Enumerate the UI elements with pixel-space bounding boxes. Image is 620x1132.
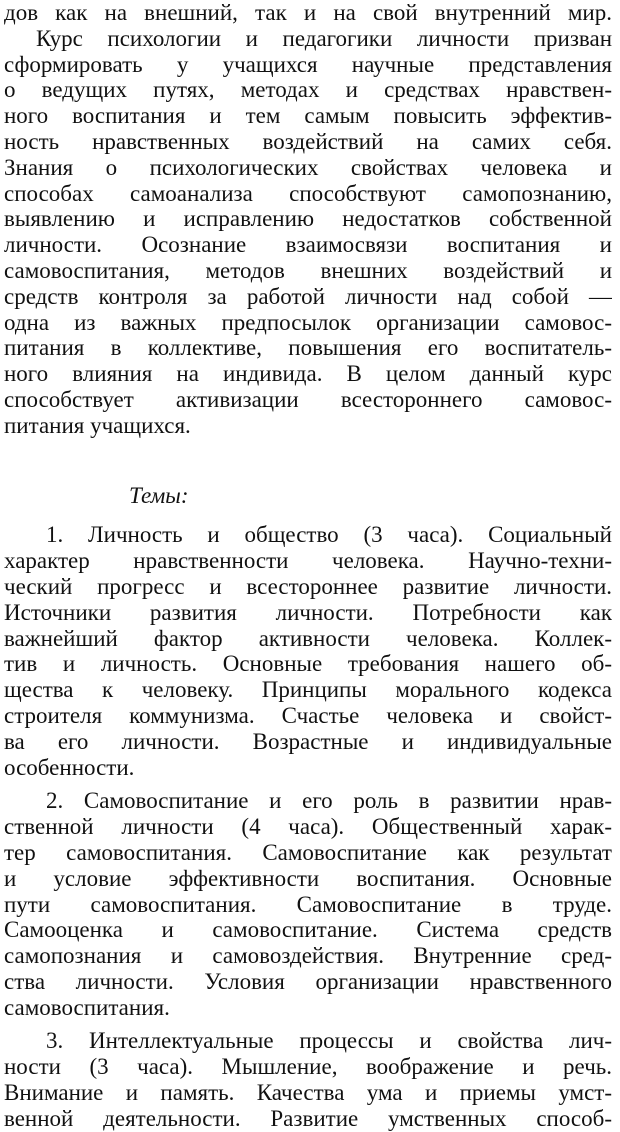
text-line: ственной личности (4 часа). Общественный харак- [4, 814, 612, 840]
text-line: 1. Личность и общество (3 часа). Социальный [46, 522, 612, 548]
section-spacer [4, 439, 612, 483]
text-line: венной деятельности. Развитие умственных способ- [4, 1105, 612, 1131]
text-line: способах самоанализа способствуют самопознанию, [4, 180, 612, 206]
text-line: Знания о психологических свойствах человека и [4, 154, 612, 180]
text-line: особенности. [4, 754, 135, 780]
topic-item-1 [4, 522, 612, 780]
item-spacer [4, 1020, 612, 1028]
text-line: важнейший фактор активности человека. Коллек- [4, 625, 612, 651]
text-line: ного влияния на индивида. В целом данный курс [4, 361, 612, 387]
text-line: пути самовоспитания. Самовоспитание в труде. [4, 891, 612, 917]
topic-item-2 [4, 788, 612, 1020]
topics-heading: Темы: [129, 482, 189, 508]
text-line: ность нравственных воздействий на самих себя. [4, 128, 612, 154]
text-line: сформировать у учащихся научные представления [4, 51, 612, 77]
text-line: способствует активизации всестороннего самовос- [4, 386, 612, 412]
text-line: характер нравственности человека. Научно-техни- [4, 548, 612, 574]
text-line: строителя коммунизма. Счастье человека и свойст- [4, 702, 612, 728]
text-line: тив и личность. Основные требования нашего об- [4, 651, 612, 677]
text-line: Внимание и память. Качества ума и приемы умст- [4, 1080, 612, 1106]
text-line: одна из важных предпосылок организации самовос- [4, 309, 612, 335]
text-line: 2. Самовоспитание и его роль в развитии нрав- [46, 788, 612, 814]
text-line: и условие эффективности воспитания. Основные [4, 865, 612, 891]
text-line: ного воспитания и тем самым повысить эффектив- [4, 103, 612, 129]
text-line: ва его личности. Возрастные и индивидуальные [4, 728, 612, 754]
text-line: Самооценка и самовоспитание. Система средств [4, 917, 612, 943]
text-line: Курс психологии и педагогики личности призван [36, 25, 612, 51]
text-line: щества к человеку. Принципы морального кодекса [4, 677, 612, 703]
text-line: выявлению и исправлению недостатков собственной [4, 206, 612, 232]
intro-paragraph [4, 0, 612, 439]
text-line: самовоспитания. [4, 994, 170, 1020]
document-page [4, 0, 612, 1132]
text-line: о ведущих путях, методах и средствах нравствен- [4, 77, 612, 103]
text-line: питания в коллективе, повышения его воспитатель- [4, 335, 612, 361]
text-line: 3. Интеллектуальные процессы и свойства лич- [46, 1028, 612, 1054]
text-line: ности (3 часа). Мышление, воображение и речь. [4, 1054, 612, 1080]
text-line: ства личности. Условия организации нравственного [4, 968, 612, 994]
text-line: ческий прогресс и всестороннее развитие личности. [4, 573, 612, 599]
text-line: самовоспитания, методов внешних воздействий и [4, 257, 612, 283]
text-line: самопознания и самовоздействия. Внутренние сред- [4, 943, 612, 969]
text-line: дов как на внешний, так и на свой внутренний мир. [4, 0, 612, 25]
text-line: питания учащихся. [4, 412, 191, 438]
text-line: тер самовоспитания. Самовоспитание как результат [4, 839, 612, 865]
text-line: Источники развития личности. Потребности как [4, 599, 612, 625]
text-line: средств контроля за работой личности над собой — [4, 283, 612, 309]
topic-item-3 [4, 1028, 612, 1131]
item-spacer [4, 780, 612, 788]
text-line: личности. Осознание взаимосвязи воспитания и [4, 232, 612, 258]
